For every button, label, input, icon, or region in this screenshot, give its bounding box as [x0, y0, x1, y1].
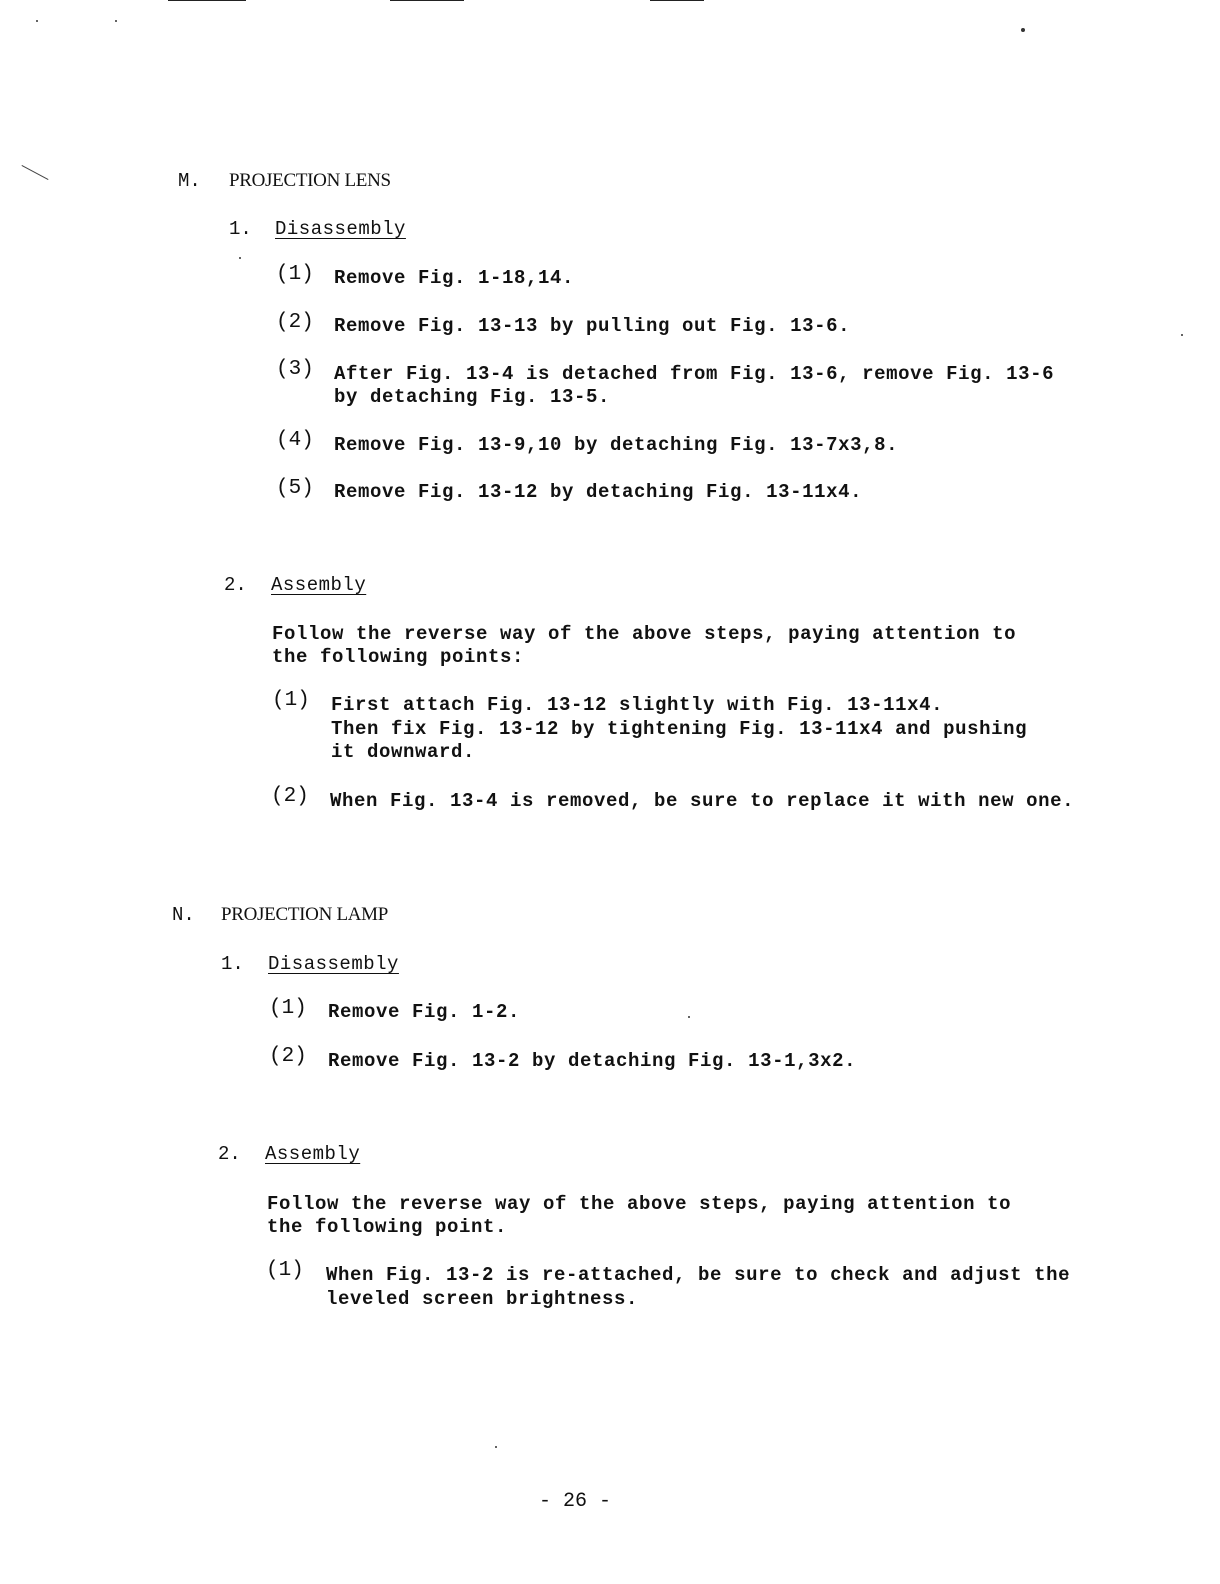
subsection-heading: Assembly	[265, 1143, 361, 1165]
subsection-number: 2.	[218, 1143, 241, 1165]
step-number: (2)	[276, 311, 314, 334]
top-rule	[390, 0, 464, 1]
step-number: (1)	[266, 1259, 304, 1282]
step-text: When Fig. 13-2 is re-attached, be sure to check and adjust the	[326, 1264, 1071, 1286]
top-rule	[650, 0, 704, 1]
step-text: Remove Fig. 13-9,10 by detaching Fig. 13-7x3,8.	[334, 434, 899, 456]
step-text: First attach Fig. 13-12 slightly with Fig. 13-11x4.	[331, 694, 944, 716]
subsection-number: 1.	[229, 218, 252, 240]
step-number: (1)	[276, 263, 314, 286]
subsection-heading: Disassembly	[275, 218, 406, 240]
scan-speck	[495, 1446, 497, 1448]
top-rule	[168, 0, 246, 1]
scan-speck	[239, 257, 241, 259]
step-text: After Fig. 13-4 is detached from Fig. 13-6, remove Fig. 13-6	[334, 363, 1055, 385]
step-text: Remove Fig. 13-2 by detaching Fig. 13-1,3x2.	[328, 1050, 857, 1072]
step-text: Remove Fig. 1-2.	[328, 1001, 521, 1023]
section-title: PROJECTION LENS	[229, 170, 391, 191]
subsection-heading: Assembly	[271, 574, 367, 596]
scan-speck	[688, 1016, 690, 1018]
step-text: When Fig. 13-4 is removed, be sure to replace it with new one.	[330, 790, 1075, 812]
step-number: (4)	[276, 429, 314, 452]
scan-speck	[1021, 28, 1025, 32]
step-text: Remove Fig. 13-13 by pulling out Fig. 13-6.	[334, 315, 851, 337]
section-title: PROJECTION LAMP	[221, 904, 389, 925]
page-number: - 26 -	[539, 1490, 612, 1513]
step-text: leveled screen brightness.	[326, 1288, 639, 1310]
step-text: Remove Fig. 1-18,14.	[334, 267, 575, 289]
step-text: Then fix Fig. 13-12 by tightening Fig. 13-11x4 and pushing	[331, 718, 1028, 740]
scan-speck	[115, 20, 117, 22]
scan-mark	[22, 165, 49, 180]
assembly-intro: Follow the reverse way of the above steps, paying attention to	[272, 623, 1017, 645]
assembly-intro: Follow the reverse way of the above steps, paying attention to	[267, 1193, 1012, 1215]
step-text: it downward.	[331, 741, 476, 763]
step-number: (5)	[276, 477, 314, 500]
section-letter: M.	[178, 170, 201, 192]
step-text: by detaching Fig. 13-5.	[334, 386, 611, 408]
section-letter: N.	[172, 904, 195, 926]
scan-speck	[36, 20, 38, 22]
step-number: (2)	[269, 1045, 307, 1068]
scan-speck	[1181, 334, 1183, 336]
step-number: (3)	[276, 358, 314, 381]
subsection-number: 2.	[224, 574, 247, 596]
assembly-intro: the following point.	[267, 1216, 508, 1238]
assembly-intro: the following points:	[272, 646, 525, 668]
step-number: (2)	[271, 785, 309, 808]
subsection-number: 1.	[221, 953, 244, 975]
subsection-heading: Disassembly	[268, 953, 399, 975]
step-number: (1)	[269, 997, 307, 1020]
step-text: Remove Fig. 13-12 by detaching Fig. 13-11x4.	[334, 481, 863, 503]
step-number: (1)	[272, 689, 310, 712]
